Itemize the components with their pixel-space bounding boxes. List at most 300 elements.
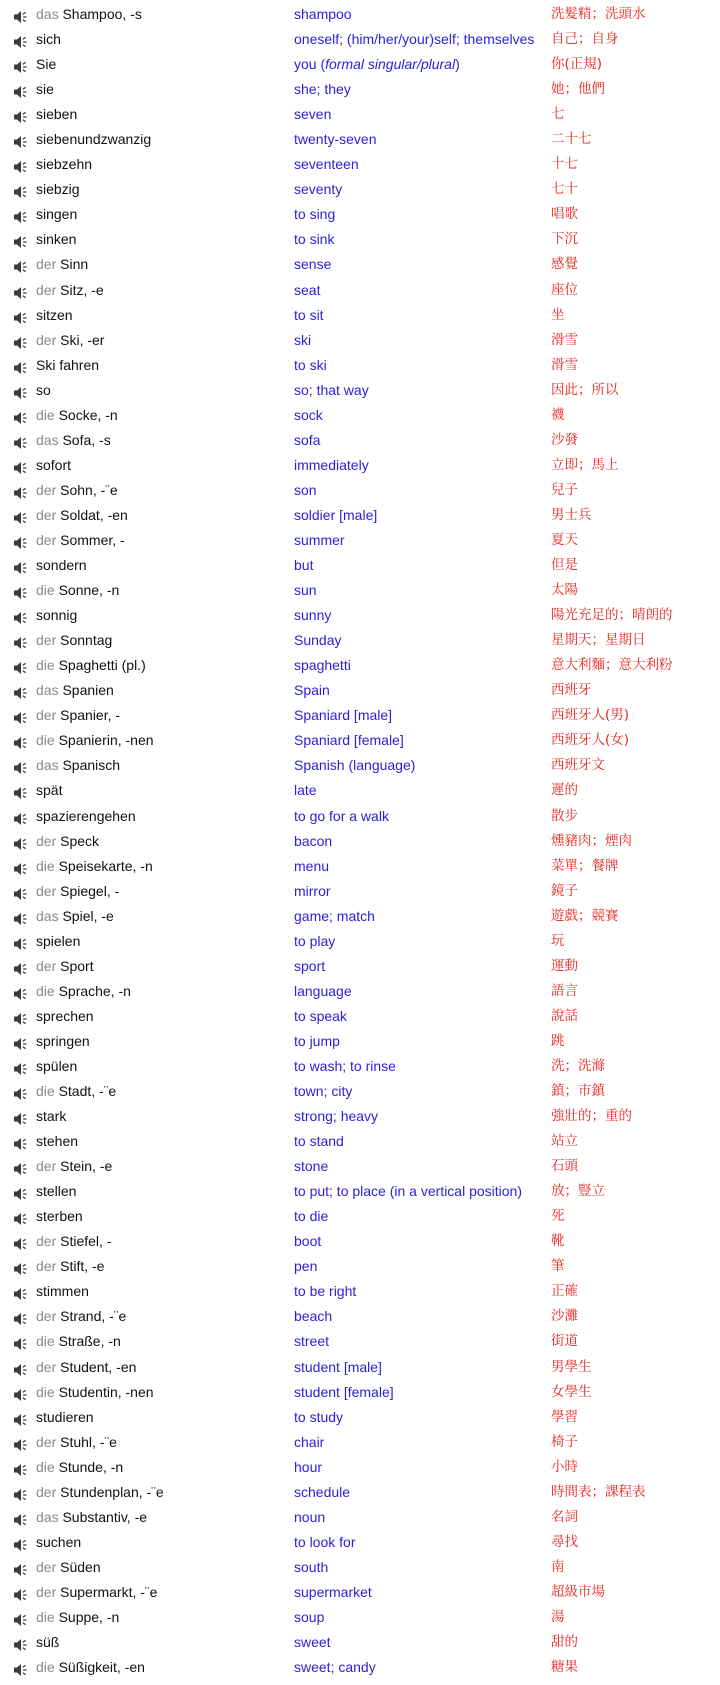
german-word — [36, 929, 80, 954]
speaker-icon[interactable] — [13, 7, 30, 21]
speaker-icon[interactable] — [13, 608, 30, 622]
german-word — [36, 177, 80, 202]
speaker-icon[interactable] — [13, 1184, 30, 1198]
german-word — [36, 503, 128, 528]
speaker-icon[interactable] — [13, 834, 30, 848]
chinese-translation: 強壯的；重的 — [551, 1108, 632, 1125]
article: der — [36, 882, 57, 899]
speaker-icon[interactable] — [13, 658, 30, 672]
chinese-translation: 洗；洗滌 — [551, 1057, 605, 1074]
vocab-row — [0, 1129, 720, 1154]
article: die — [36, 657, 55, 674]
english-translation: seven — [294, 106, 332, 123]
article: der — [36, 481, 57, 498]
speaker-icon[interactable] — [13, 1660, 30, 1674]
chinese-translation: 沙灘 — [551, 1308, 578, 1325]
speaker-icon[interactable] — [13, 683, 30, 697]
vocab-row — [0, 127, 720, 152]
german-lemma: Student, -en — [60, 1358, 137, 1375]
vocab-row — [0, 1229, 720, 1254]
speaker-icon[interactable] — [13, 157, 30, 171]
article: der — [36, 256, 57, 273]
speaker-icon[interactable] — [13, 859, 30, 873]
chinese-translation: 跳 — [551, 1032, 565, 1049]
german-word — [36, 904, 114, 929]
speaker-icon[interactable] — [13, 1059, 30, 1073]
vocab-row — [0, 1430, 720, 1455]
english-translation: soup — [294, 1609, 325, 1625]
chinese-translation: 石頭 — [551, 1158, 578, 1175]
english-translation: seat — [294, 281, 321, 298]
speaker-icon[interactable] — [13, 633, 30, 647]
german-lemma: Spanier, - — [60, 707, 121, 724]
english-translation: to ski — [294, 356, 327, 373]
english-translation: shampoo — [294, 6, 352, 22]
german-lemma: Stift, -e — [60, 1258, 105, 1275]
german-word — [36, 1505, 147, 1530]
speaker-icon[interactable] — [13, 1134, 30, 1148]
article: die — [36, 1659, 55, 1676]
english-translation: sofa — [294, 431, 321, 448]
vocab-row — [0, 1455, 720, 1480]
german-lemma: studieren — [36, 1408, 94, 1425]
german-lemma: sondern — [36, 557, 87, 574]
english-translation: she; they — [294, 81, 351, 98]
german-word — [36, 1254, 104, 1279]
chinese-translation: 湯 — [551, 1609, 565, 1625]
article: das — [36, 431, 59, 448]
chinese-translation: 唱歌 — [551, 206, 578, 223]
speaker-icon[interactable] — [13, 82, 30, 96]
vocab-row — [0, 303, 720, 328]
speaker-icon[interactable] — [13, 1585, 30, 1599]
german-lemma: Suppe, -n — [58, 1609, 120, 1625]
german-word — [36, 1204, 83, 1229]
german-lemma: sie — [36, 81, 54, 98]
german-lemma: Substantiv, -e — [62, 1508, 148, 1525]
vocab-row — [0, 403, 720, 428]
speaker-icon[interactable] — [13, 1309, 30, 1323]
english-translation: Spanish (language) — [294, 757, 416, 774]
chinese-translation: 男士兵 — [551, 506, 592, 523]
english-translation: so; that way — [294, 381, 369, 398]
german-word — [36, 328, 104, 353]
english-translation: schedule — [294, 1483, 351, 1500]
german-word — [36, 52, 56, 77]
chinese-translation: 燻豬肉；煙肉 — [551, 832, 632, 849]
vocab-row — [0, 653, 720, 678]
chinese-translation: 女學生 — [551, 1383, 592, 1400]
german-word — [36, 879, 119, 904]
chinese-translation: 鏡子 — [551, 882, 578, 899]
vocab-row — [0, 1029, 720, 1054]
chinese-translation: 靴 — [551, 1233, 565, 1250]
english-translation: but — [294, 557, 314, 574]
german-word — [36, 728, 154, 753]
english-translation: stone — [294, 1158, 329, 1175]
english-translation: sport — [294, 957, 326, 974]
english-translation: to wash; to rinse — [294, 1057, 396, 1074]
german-word — [36, 954, 94, 979]
chinese-translation: 死 — [551, 1208, 565, 1225]
article: der — [36, 957, 57, 974]
german-lemma: Sohn, -¨e — [60, 481, 118, 498]
article: der — [36, 1233, 57, 1250]
speaker-icon[interactable] — [13, 308, 30, 322]
article: das — [36, 757, 59, 774]
german-lemma: Spaghetti (pl.) — [58, 657, 146, 674]
speaker-icon[interactable] — [13, 1284, 30, 1298]
speaker-icon[interactable] — [13, 1159, 30, 1173]
german-lemma: Spanien — [62, 682, 114, 699]
chinese-translation: 沙發 — [551, 431, 578, 448]
speaker-icon[interactable] — [13, 1009, 30, 1023]
german-word — [36, 1129, 78, 1154]
vocab-row — [0, 328, 720, 353]
english-translation: seventy — [294, 181, 343, 198]
speaker-icon[interactable] — [13, 1485, 30, 1499]
chinese-translation: 坐 — [551, 306, 565, 323]
speaker-icon[interactable] — [13, 458, 30, 472]
chinese-translation: 散步 — [551, 807, 578, 824]
speaker-icon[interactable] — [13, 1435, 30, 1449]
german-word — [36, 1079, 116, 1104]
english-translation: late — [294, 782, 317, 799]
vocab-row — [0, 1254, 720, 1279]
german-word — [36, 603, 77, 628]
english-translation: oneself; (him/her/your)self; themselves — [294, 31, 535, 48]
german-lemma: sofort — [36, 456, 72, 473]
english-translation: to put; to place (in a vertical position) — [294, 1183, 523, 1200]
german-lemma: Socke, -n — [58, 406, 118, 423]
speaker-icon[interactable] — [13, 383, 30, 397]
article: die — [36, 1609, 55, 1625]
german-lemma: spülen — [36, 1057, 78, 1074]
german-word — [36, 2, 142, 27]
vocab-row — [0, 728, 720, 753]
speaker-icon[interactable] — [13, 1560, 30, 1574]
chinese-translation: 菜單；餐牌 — [551, 857, 619, 874]
english-translation: to stand — [294, 1133, 344, 1150]
article: der — [36, 331, 57, 348]
english-translation: sunny — [294, 607, 332, 624]
speaker-icon[interactable] — [13, 884, 30, 898]
chinese-translation: 站立 — [551, 1133, 578, 1150]
speaker-icon[interactable] — [13, 333, 30, 347]
vocab-row — [0, 929, 720, 954]
article: der — [36, 281, 57, 298]
vocab-row — [0, 27, 720, 52]
german-lemma: stehen — [36, 1133, 79, 1150]
english-translation: to be right — [294, 1283, 357, 1300]
german-word — [36, 403, 118, 428]
speaker-icon[interactable] — [13, 1109, 30, 1123]
chinese-translation: 西班牙文 — [551, 757, 605, 774]
german-lemma: sitzen — [36, 306, 73, 323]
vocab-row — [0, 102, 720, 127]
english-translation: boot — [294, 1233, 322, 1250]
german-word — [36, 1380, 154, 1405]
english-translation: to die — [294, 1208, 329, 1225]
article: der — [36, 632, 57, 649]
speaker-icon[interactable] — [13, 533, 30, 547]
english-translation: language — [294, 982, 352, 999]
english-translation: to sing — [294, 206, 336, 223]
german-lemma: siebenundzwanzig — [36, 131, 152, 148]
vocab-row — [0, 252, 720, 277]
speaker-icon[interactable] — [13, 1410, 30, 1424]
german-lemma: Ski fahren — [36, 356, 100, 373]
german-word — [36, 578, 119, 603]
english-translation: seventeen — [294, 156, 359, 173]
english-translation: street — [294, 1333, 330, 1350]
german-word — [36, 353, 99, 378]
vocab-row — [0, 453, 720, 478]
speaker-icon[interactable] — [13, 708, 30, 722]
vocab-row — [0, 478, 720, 503]
german-lemma: Stundenplan, -¨e — [60, 1483, 164, 1500]
german-word — [36, 1605, 119, 1630]
german-lemma: Straße, -n — [58, 1333, 121, 1350]
speaker-icon[interactable] — [13, 433, 30, 447]
vocab-row — [0, 954, 720, 979]
english-translation — [294, 52, 460, 77]
speaker-icon[interactable] — [13, 107, 30, 121]
speaker-icon[interactable] — [13, 1334, 30, 1348]
vocab-row — [0, 1605, 720, 1630]
chinese-translation: 七十 — [551, 181, 578, 198]
speaker-icon[interactable] — [13, 583, 30, 597]
german-word — [36, 1054, 77, 1079]
speaker-icon[interactable] — [13, 1234, 30, 1248]
chinese-translation: 兒子 — [551, 481, 578, 498]
vocab-row — [0, 578, 720, 603]
speaker-icon[interactable] — [13, 257, 30, 271]
speaker-icon[interactable] — [13, 57, 30, 71]
german-lemma: stimmen — [36, 1283, 89, 1300]
german-lemma: so — [36, 381, 51, 398]
article: der — [36, 531, 57, 548]
speaker-icon[interactable] — [13, 758, 30, 772]
german-lemma: Sitz, -e — [60, 281, 104, 298]
german-lemma: sprechen — [36, 1007, 94, 1024]
english-translation: mirror — [294, 882, 331, 899]
german-word — [36, 1430, 117, 1455]
article: die — [36, 1333, 55, 1350]
article: der — [36, 1308, 57, 1325]
speaker-icon[interactable] — [13, 358, 30, 372]
speaker-icon[interactable] — [13, 1360, 30, 1374]
german-word — [36, 1455, 123, 1480]
english-translation: student [male] — [294, 1358, 382, 1375]
vocab-row — [0, 1530, 720, 1555]
chinese-translation: 超級市場 — [551, 1583, 605, 1600]
vocab-row — [0, 503, 720, 528]
vocab-row — [0, 1630, 720, 1655]
german-word — [36, 252, 88, 277]
german-lemma: Stiefel, - — [60, 1233, 112, 1250]
chinese-translation: 洗髮精；洗頭水 — [551, 6, 646, 22]
speaker-icon[interactable] — [13, 984, 30, 998]
german-lemma: Sinn — [60, 256, 89, 273]
vocab-row — [0, 1154, 720, 1179]
speaker-icon[interactable] — [13, 1259, 30, 1273]
chinese-translation: 感覺 — [551, 256, 578, 273]
speaker-icon[interactable] — [13, 1510, 30, 1524]
german-lemma: Shampoo, -s — [62, 6, 142, 22]
chinese-translation: 筆 — [551, 1258, 565, 1275]
german-lemma: Soldat, -en — [60, 506, 128, 523]
german-lemma: Studentin, -nen — [58, 1383, 154, 1400]
chinese-translation: 立即；馬上 — [551, 456, 619, 473]
article: der — [36, 1558, 57, 1575]
chinese-translation: 尋找 — [551, 1533, 578, 1550]
article: die — [36, 1083, 55, 1100]
german-lemma: siebzig — [36, 181, 80, 198]
speaker-icon[interactable] — [13, 32, 30, 46]
chinese-translation: 椅子 — [551, 1433, 578, 1450]
chinese-translation: 西班牙人(女) — [551, 732, 630, 749]
english-translation: supermarket — [294, 1583, 372, 1600]
german-lemma: Süßigkeit, -en — [58, 1659, 145, 1676]
vocab-row — [0, 2, 720, 27]
speaker-icon[interactable] — [13, 232, 30, 246]
speaker-icon[interactable] — [13, 1084, 30, 1098]
article: die — [36, 982, 55, 999]
vocab-row — [0, 1054, 720, 1079]
german-word — [36, 653, 146, 678]
speaker-icon[interactable] — [13, 1610, 30, 1624]
vocab-row — [0, 778, 720, 803]
chinese-translation: 遊戲；競賽 — [551, 907, 619, 924]
speaker-icon[interactable] — [13, 1034, 30, 1048]
english-emphasis: formal singular/plural — [325, 56, 456, 73]
english-translation: to study — [294, 1408, 344, 1425]
english-translation: to speak — [294, 1007, 347, 1024]
speaker-icon[interactable] — [13, 1385, 30, 1399]
speaker-icon[interactable] — [13, 783, 30, 797]
vocab-row — [0, 378, 720, 403]
speaker-icon[interactable] — [13, 207, 30, 221]
speaker-icon[interactable] — [13, 1209, 30, 1223]
article: die — [36, 406, 55, 423]
speaker-icon[interactable] — [13, 283, 30, 297]
vocab-row — [0, 1580, 720, 1605]
german-lemma: Sofa, -s — [62, 431, 111, 448]
speaker-icon[interactable] — [13, 1535, 30, 1549]
speaker-icon[interactable] — [13, 959, 30, 973]
english-translation: to jump — [294, 1032, 340, 1049]
german-word — [36, 478, 118, 503]
chinese-translation: 名詞 — [551, 1508, 578, 1525]
german-word — [36, 1655, 145, 1680]
german-lemma: Sie — [36, 56, 57, 73]
chinese-translation: 正確 — [551, 1283, 578, 1300]
vocab-row — [0, 1004, 720, 1029]
german-lemma: sich — [36, 31, 61, 48]
speaker-icon[interactable] — [13, 733, 30, 747]
english-translation: student [female] — [294, 1383, 394, 1400]
german-lemma: Speck — [60, 832, 100, 849]
vocab-row — [0, 603, 720, 628]
vocab-row — [0, 904, 720, 929]
speaker-icon[interactable] — [13, 558, 30, 572]
german-word — [36, 77, 54, 102]
german-lemma: stellen — [36, 1183, 77, 1200]
german-word — [36, 1304, 126, 1329]
speaker-icon[interactable] — [13, 483, 30, 497]
german-word — [36, 1630, 59, 1655]
chinese-translation: 襪 — [551, 406, 565, 423]
english-translation: Spaniard [female] — [294, 732, 404, 749]
german-lemma: stark — [36, 1108, 67, 1125]
speaker-icon[interactable] — [13, 408, 30, 422]
chinese-translation: 下沉 — [551, 231, 578, 248]
article: der — [36, 506, 57, 523]
speaker-icon[interactable] — [13, 934, 30, 948]
speaker-icon[interactable] — [13, 809, 30, 823]
german-word — [36, 127, 151, 152]
german-word — [36, 1154, 112, 1179]
german-word — [36, 102, 77, 127]
german-word — [36, 1104, 66, 1129]
chinese-translation: 二十七 — [551, 131, 592, 148]
german-lemma: Supermarkt, -¨e — [60, 1583, 158, 1600]
vocab-row — [0, 854, 720, 879]
speaker-icon[interactable] — [13, 508, 30, 522]
english-translation: sun — [294, 582, 317, 599]
german-word — [36, 202, 77, 227]
chinese-translation: 她；他們 — [551, 81, 605, 98]
speaker-icon[interactable] — [13, 132, 30, 146]
german-lemma: Sport — [60, 957, 94, 974]
german-word — [36, 152, 92, 177]
chinese-translation: 街道 — [551, 1333, 578, 1350]
german-word — [36, 854, 153, 879]
german-word — [36, 528, 125, 553]
chinese-translation: 遲的 — [551, 782, 578, 799]
article: der — [36, 1358, 57, 1375]
speaker-icon[interactable] — [13, 909, 30, 923]
german-lemma: spät — [36, 782, 63, 799]
english-translation: sweet — [294, 1634, 331, 1651]
english-translation: to sink — [294, 231, 335, 248]
english-text: you ( — [294, 56, 326, 73]
german-word — [36, 27, 61, 52]
vocab-row — [0, 804, 720, 829]
chinese-translation: 夏天 — [551, 531, 578, 548]
german-lemma: spielen — [36, 932, 81, 949]
english-translation: spaghetti — [294, 657, 351, 674]
german-lemma: Sommer, - — [60, 531, 125, 548]
chinese-translation: 學習 — [551, 1408, 578, 1425]
english-translation: to look for — [294, 1533, 356, 1550]
chinese-translation: 七 — [551, 106, 565, 123]
vocab-row — [0, 177, 720, 202]
article: der — [36, 832, 57, 849]
german-lemma: süß — [36, 1634, 60, 1651]
english-translation: pen — [294, 1258, 318, 1275]
speaker-icon[interactable] — [13, 1635, 30, 1649]
chinese-translation: 南 — [551, 1558, 565, 1575]
german-word — [36, 303, 73, 328]
german-lemma: Spanisch — [62, 757, 121, 774]
german-word — [36, 753, 120, 778]
vocab-row — [0, 353, 720, 378]
german-lemma: sieben — [36, 106, 78, 123]
speaker-icon[interactable] — [13, 1460, 30, 1474]
speaker-icon[interactable] — [13, 182, 30, 196]
